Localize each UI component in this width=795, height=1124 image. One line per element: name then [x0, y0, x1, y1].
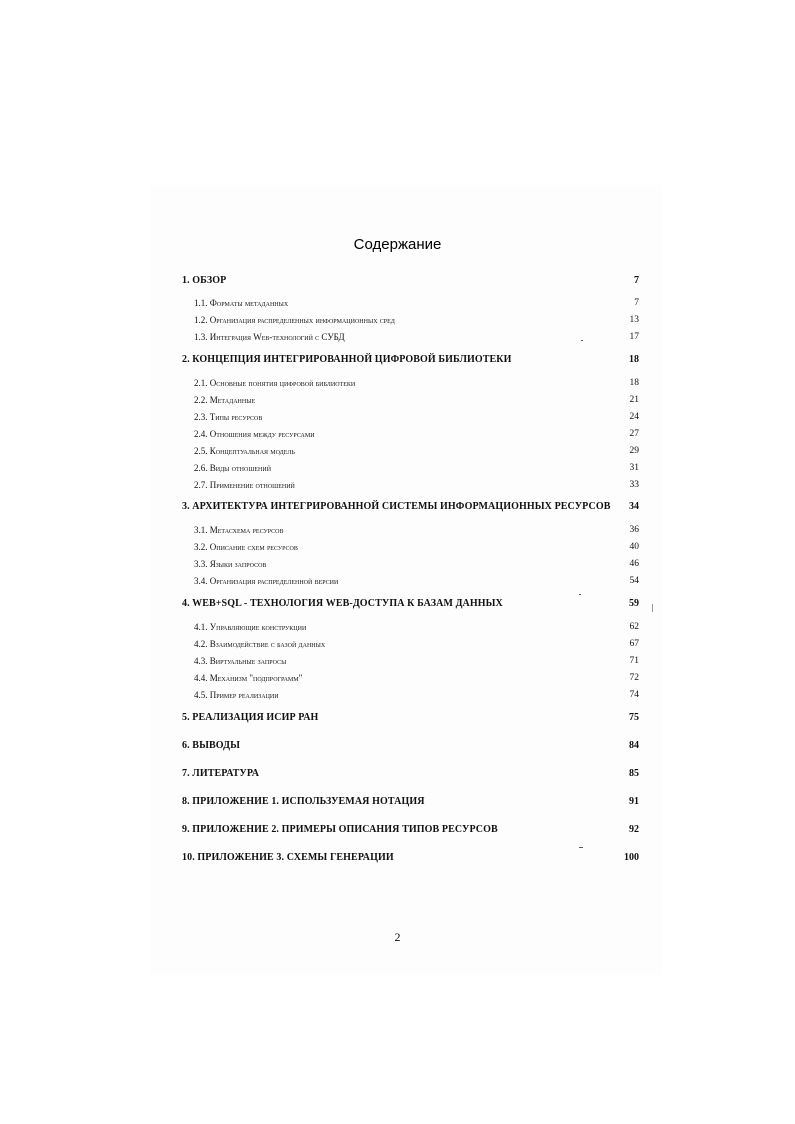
toc-section-page: 17	[629, 332, 639, 342]
toc-section-page: 29	[629, 446, 639, 456]
toc-section-title: 3.3. Языки запросов	[194, 559, 267, 569]
toc-section-page: 72	[629, 673, 639, 683]
toc-chapter-row	[0, 739, 795, 753]
toc-section-page: 62	[629, 622, 639, 632]
toc-section-title: 2.6. Виды отношений	[194, 463, 272, 473]
toc-section-row	[0, 393, 795, 407]
toc-section-row	[0, 313, 795, 327]
toc-section-row	[0, 574, 795, 588]
toc-section-title: 2.7. Применение отношений	[194, 480, 295, 490]
toc-section-title: 2.3. Типы ресурсов	[194, 412, 263, 422]
toc-section-row	[0, 557, 795, 571]
toc-chapter-page: 34	[629, 501, 639, 512]
toc-section-row	[0, 330, 795, 344]
page-number: 2	[394, 930, 401, 944]
toc-chapter-page: 75	[629, 712, 639, 723]
toc-chapter-page: 100	[624, 852, 639, 863]
toc-chapter-title: 7. ЛИТЕРАТУРА	[182, 768, 260, 779]
toc-section-title: 4.1. Управляющие конструкции	[194, 622, 307, 632]
toc-section-row	[0, 688, 795, 702]
toc-section-title: 4.5. Пример реализации	[194, 690, 279, 700]
scan-speck	[652, 604, 653, 612]
toc-section-page: 74	[629, 690, 639, 700]
toc-section-title: 1.2. Организация распределенных информационных сред	[194, 315, 395, 325]
toc-section-row	[0, 620, 795, 634]
toc-chapter-row	[0, 500, 795, 514]
toc-section-row	[0, 444, 795, 458]
toc-chapter-row	[0, 795, 795, 809]
toc-section-title: 4.4. Механизм "подпрограмм"	[194, 673, 303, 683]
toc-section-page: 33	[629, 480, 639, 490]
toc-chapter-title: 3. АРХИТЕКТУРА ИНТЕГРИРОВАННОЙ СИСТЕМЫ ИНФОРМАЦИОННЫХ РЕСУРСОВ	[182, 501, 611, 512]
toc-chapter-page: 91	[629, 796, 639, 807]
toc-section-row	[0, 376, 795, 390]
toc-section-row	[0, 461, 795, 475]
toc-section-row	[0, 671, 795, 685]
toc-chapter-row	[0, 767, 795, 781]
toc-section-row	[0, 478, 795, 492]
toc-section-page: 18	[629, 378, 639, 388]
toc-chapter-page: 85	[629, 768, 639, 779]
page-title: Содержание	[353, 236, 442, 253]
toc-section-page: 21	[629, 395, 639, 405]
scan-speck	[579, 594, 581, 595]
toc-chapter-title: 2. КОНЦЕПЦИЯ ИНТЕГРИРОВАННОЙ ЦИФРОВОЙ БИБЛИОТЕКИ	[182, 354, 512, 365]
toc-chapter-title: 4. WEB+SQL - ТЕХНОЛОГИЯ WEB-ДОСТУПА К БАЗАМ ДАННЫХ	[182, 598, 503, 609]
scan-speck	[579, 847, 583, 848]
toc-chapter-page: 18	[629, 354, 639, 365]
toc-section-row	[0, 637, 795, 651]
toc-section-page: 24	[629, 412, 639, 422]
scan-speck	[581, 340, 583, 341]
toc-chapter-page: 92	[629, 824, 639, 835]
toc-section-page: 13	[629, 315, 639, 325]
toc-chapter-page: 84	[629, 740, 639, 751]
toc-section-row	[0, 296, 795, 310]
toc-chapter-row	[0, 274, 795, 288]
toc-section-page: 54	[629, 576, 639, 586]
toc-section-page: 31	[629, 463, 639, 473]
toc-section-title: 3.2. Описание схем ресурсов	[194, 542, 298, 552]
toc-chapter-title: 1. ОБЗОР	[182, 275, 227, 286]
toc-section-title: 4.3. Виртуальные запросы	[194, 656, 287, 666]
toc-chapter-title: 9. ПРИЛОЖЕНИЕ 2. ПРИМЕРЫ ОПИСАНИЯ ТИПОВ РЕСУРСОВ	[182, 824, 498, 835]
toc-section-title: 2.1. Основные понятия цифровой библиотеки	[194, 378, 356, 388]
toc-chapter-row	[0, 851, 795, 865]
toc-section-title: 2.5. Концептуальная модель	[194, 446, 295, 456]
toc-section-row	[0, 410, 795, 424]
toc-section-title: 3.4. Организация распределенной версии	[194, 576, 339, 586]
toc-section-title: 2.2. Метаданные	[194, 395, 256, 405]
toc-section-page: 46	[629, 559, 639, 569]
toc-section-page: 71	[629, 656, 639, 666]
toc-chapter-row	[0, 711, 795, 725]
toc-section-page: 36	[629, 525, 639, 535]
toc-section-page: 67	[629, 639, 639, 649]
toc-section-page: 27	[629, 429, 639, 439]
toc-section-page: 7	[634, 298, 639, 308]
toc-section-title: 1.1. Форматы метаданных	[194, 298, 289, 308]
toc-section-title: 2.4. Отношения между ресурсами	[194, 429, 315, 439]
toc-section-title: 3.1. Метасхема ресурсов	[194, 525, 284, 535]
toc-chapter-title: 10. ПРИЛОЖЕНИЕ 3. СХЕМЫ ГЕНЕРАЦИИ	[182, 852, 394, 863]
toc-chapter-row	[0, 823, 795, 837]
toc-chapter-row	[0, 353, 795, 367]
toc-section-title: 1.3. Интеграция Web-технологий с СУБД	[194, 332, 345, 342]
toc-chapter-title: 5. РЕАЛИЗАЦИЯ ИСИР РАН	[182, 712, 319, 723]
toc-section-row	[0, 523, 795, 537]
toc-section-row	[0, 427, 795, 441]
toc-chapter-title: 8. ПРИЛОЖЕНИЕ 1. ИСПОЛЬЗУЕМАЯ НОТАЦИЯ	[182, 796, 425, 807]
toc-chapter-title: 6. ВЫВОДЫ	[182, 740, 241, 751]
toc-chapter-row	[0, 597, 795, 611]
toc-chapter-page: 7	[634, 275, 639, 286]
toc-section-row	[0, 654, 795, 668]
toc-chapter-page: 59	[629, 598, 639, 609]
toc-section-title: 4.2. Взаимодействие с базой данных	[194, 639, 326, 649]
toc-section-page: 40	[629, 542, 639, 552]
toc-section-row	[0, 540, 795, 554]
